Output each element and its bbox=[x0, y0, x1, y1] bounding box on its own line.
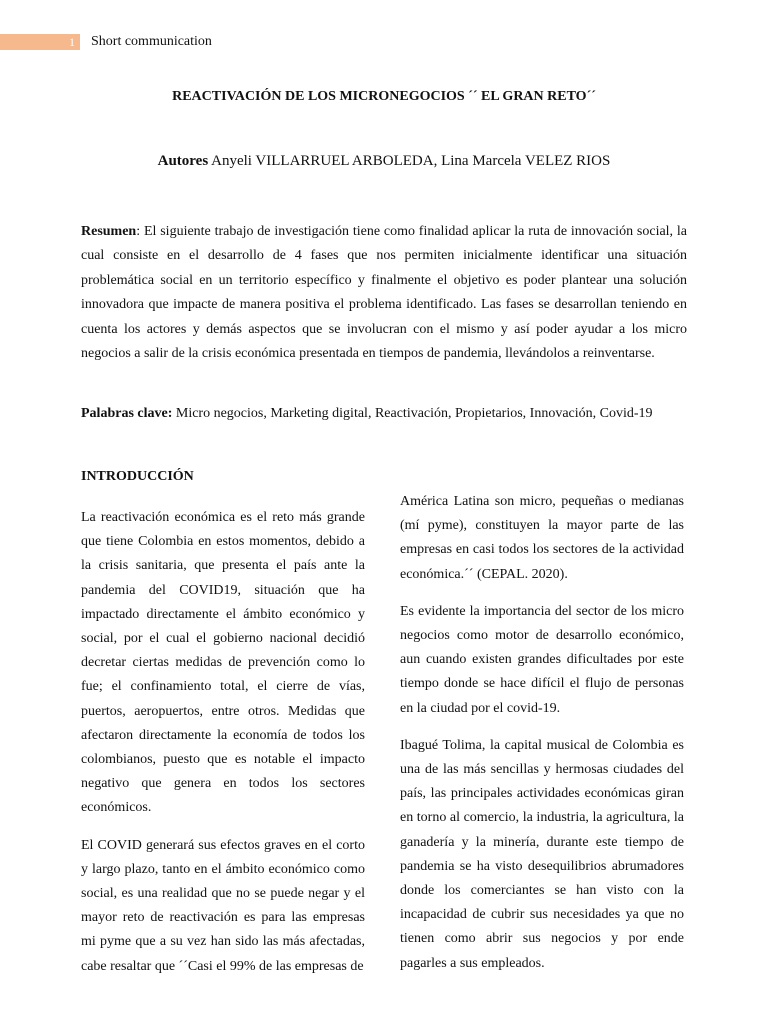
keywords-text: Micro negocios, Marketing digital, Reactivación, Propietarios, Innovación, Covid-19 bbox=[172, 406, 653, 421]
keywords-label: Palabras clave: bbox=[81, 406, 173, 421]
paragraph: Es evidente la importancia del sector de los micro negocios como motor de desarrollo económico, aun cuando existen grandes dificultades por este tiempo donde se hace difícil el flujo de personas en la ciudad por el covid-19. bbox=[400, 603, 684, 716]
abstract-text: : El siguiente trabajo de investigación tiene como finalidad aplicar la ruta de innovación social, la cual consiste en el desarrollo de 4 fases que nos permiten inicialmente identificar una situación problemática social en un territorio específico y finalmente el objetivo es poder plantear una solución innovadora que impacte de manera positiva el problema identificado. Las fases se desarrollan teniendo en cuenta los actores y demás aspectos que se involucran con el mismo y así poder ayudar a los micro negocios a salir de la crisis económica presentada en tiempos de pandemia, llevándolos a reinventarse. bbox=[81, 224, 687, 362]
abstract bbox=[81, 220, 687, 366]
paper-title: REACTIVACIÓN DE LOS MICRONEGOCIOS ´´ EL GRAN RETO´´ bbox=[172, 89, 596, 104]
column-left bbox=[81, 506, 365, 992]
page-header bbox=[0, 32, 768, 52]
column-right bbox=[400, 490, 684, 989]
paragraph: El COVID generará sus efectos graves en el corto y largo plazo, tanto en el ámbito económico como social, es una realidad que no se puede negar y el mayor reto de reactivación es para las empresas mi pyme que a su vez han sido las más afectadas, cabe resaltar que ´´Casi el 99% de las empresas de bbox=[81, 837, 365, 974]
running-head: Short communication bbox=[91, 34, 212, 49]
authors-label: Autores bbox=[157, 153, 209, 169]
section-heading-introduction: INTRODUCCIÓN bbox=[81, 469, 194, 484]
keywords bbox=[81, 402, 687, 426]
author-names: Anyeli VILLARRUEL ARBOLEDA, Lina Marcela VELEZ RIOS bbox=[208, 153, 611, 169]
paragraph: La reactivación económica es el reto más grande que tiene Colombia en estos momentos, debido a la crisis sanitaria, que presenta el país ante la pandemia del COVID19, situación que ha impactado directamente el ámbito económico y social, por el cual el gobierno nacional decidió decretar ciertas medidas de prevención como lo fue; el confinamiento total, el cierre de vías, puertos, aeropuertos, entre otros. Medidas que afectaron directamente la economía de todos los colombianos, puesto que es notable el impacto negativo que genera en todos los sectores económicos. bbox=[81, 510, 365, 816]
header-divider bbox=[80, 34, 82, 50]
authors-line bbox=[0, 151, 768, 171]
abstract-label: Resumen bbox=[81, 224, 137, 239]
paragraph: América Latina son micro, pequeñas o medianas (mí pyme), constituyen la mayor parte de las empresas en casi todos los sectores de la actividad económica.´´ (CEPAL. 2020). bbox=[400, 494, 684, 582]
paragraph: Ibagué Tolima, la capital musical de Colombia es una de las más sencillas y hermosas ciudades del país, las principales actividades económicas giran en torno al comercio, la industria, la agricultura, la ganadería y la minería, durante este tiempo de pandemia se ha visto desequilibrios abrumadores donde los comerciantes se han visto con la incapacidad de cubrir sus necesidades ya que no tienen como abrir sus negocios y por ende pagarles a sus empleados. bbox=[400, 737, 684, 971]
page-number: 1 bbox=[69, 35, 75, 49]
